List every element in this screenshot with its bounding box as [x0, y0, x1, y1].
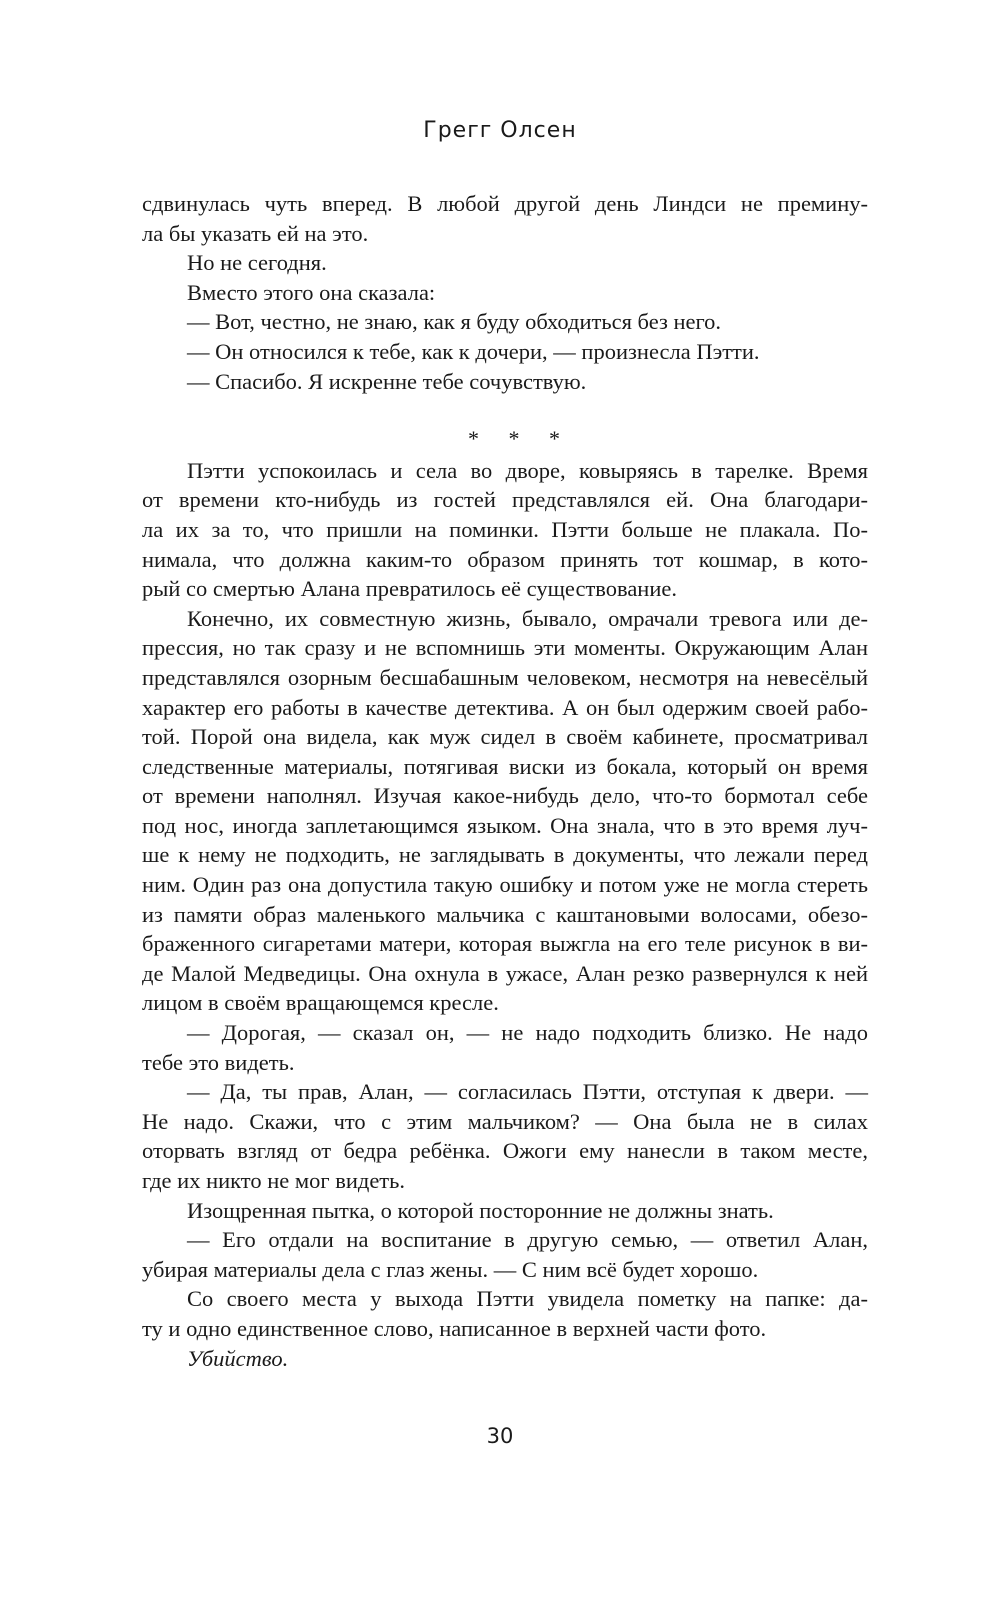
text-line: — Его отдали на воспитание в другую семью, — ответил Алан, — [187, 1227, 868, 1253]
text-line: ним. Один раз она допустила такую ошибку и потом уже не могла стереть — [142, 872, 868, 898]
text-line: Изощренная пытка, о которой посторонние не должны знать. — [187, 1197, 774, 1223]
text-line: тебе это видеть. — [142, 1049, 295, 1075]
text-line: представлялся озорным бесшабашным человеком, несмотря на невесёлый — [142, 664, 868, 690]
text-line: где их никто не мог видеть. — [142, 1168, 406, 1193]
text-line: ла бы указать ей на это. — [142, 220, 369, 246]
text-line: прессия, но так сразу и не вспомнишь эти моменты. Окружающим Алан — [142, 635, 868, 661]
text-line: — Дорогая, — сказал он, — не надо подходить близко. Не надо — [187, 1020, 868, 1046]
text-line: лицом в своём вращающемся кресле. — [142, 990, 499, 1016]
text-line: — Да, ты прав, Алан, — согласилась Пэтти, отступая к двери. — — [187, 1079, 868, 1105]
text-line: ше к нему не подходить, не заглядывать в документы, что лежали перед — [142, 842, 868, 868]
text-line: ту и одно единственное слово, написанное в верхней части фото. — [142, 1315, 767, 1341]
text-line: той. Порой она видела, как муж сидел в своём кабинете, просматривал — [142, 724, 868, 750]
text-line: из памяти образ маленького мальчика с каштановыми волосами, обезо- — [142, 901, 868, 927]
text-line: браженного сигаретами матери, которая выжгла на его теле рисунок в ви- — [142, 931, 868, 957]
text-line: рый со смертью Алана превратилось её существование. — [142, 576, 678, 602]
body-text — [142, 189, 868, 1373]
section-separator: * * * — [468, 426, 572, 452]
text-line: сдвинулась чуть вперед. В любой другой день Линдси не премину- — [142, 191, 868, 216]
text-line: следственные материалы, потягивая виски из бокала, который он время — [142, 753, 868, 779]
text-line: под нос, иногда заплетающимся языком. Она знала, что в это время луч- — [142, 812, 868, 838]
text-line: Пэтти успокоилась и села во дворе, ковыряясь в тарелке. Время — [187, 457, 868, 483]
text-line: Вместо этого она сказала: — [187, 279, 436, 305]
text-line: характер его работы в качестве детектива. А он был одержим своей рабо- — [142, 694, 868, 720]
text-line: де Малой Медведицы. Она охнула в ужасе, Алан резко развернулся к ней — [142, 960, 868, 986]
text-line: от времени кто-нибудь из гостей представлялся ей. Она благодари- — [142, 487, 868, 513]
text-line: убирая материалы дела с глаз жены. — С ним всё будет хорошо. — [142, 1256, 759, 1282]
text-line: оторвать взгляд от бедра ребёнка. Ожоги ему нанесли в таком месте, — [142, 1138, 868, 1164]
text-line-emphasis: Убийство. — [187, 1345, 289, 1371]
text-line: — Вот, честно, не знаю, как я буду обходиться без него. — [187, 309, 722, 335]
running-header: Грегг Олсен — [423, 118, 577, 143]
text-line: Конечно, их совместную жизнь, бывало, омрачали тревога или де- — [187, 605, 868, 631]
text-line: — Спасибо. Я искренне тебе сочувствую. — [187, 368, 587, 394]
text-line: — Он относился к тебе, как к дочери, — произнесла Пэтти. — [187, 338, 760, 364]
text-line: Не надо. Скажи, что с этим мальчиком? — Она была не в силах — [142, 1108, 868, 1134]
text-line: Со своего места у выхода Пэтти увидела пометку на папке: да- — [187, 1286, 868, 1312]
text-line: от времени наполнял. Изучая какое-нибудь дело, что-то бормотал себе — [142, 783, 868, 809]
text-line: нимала, что должна каким-то образом принять тот кошмар, в кото- — [142, 546, 868, 572]
page-number: 30 — [486, 1424, 514, 1448]
text-line: ла их за то, что пришли на поминки. Пэтти больше не плакала. По- — [142, 516, 868, 542]
text-line: Но не сегодня. — [187, 250, 327, 276]
